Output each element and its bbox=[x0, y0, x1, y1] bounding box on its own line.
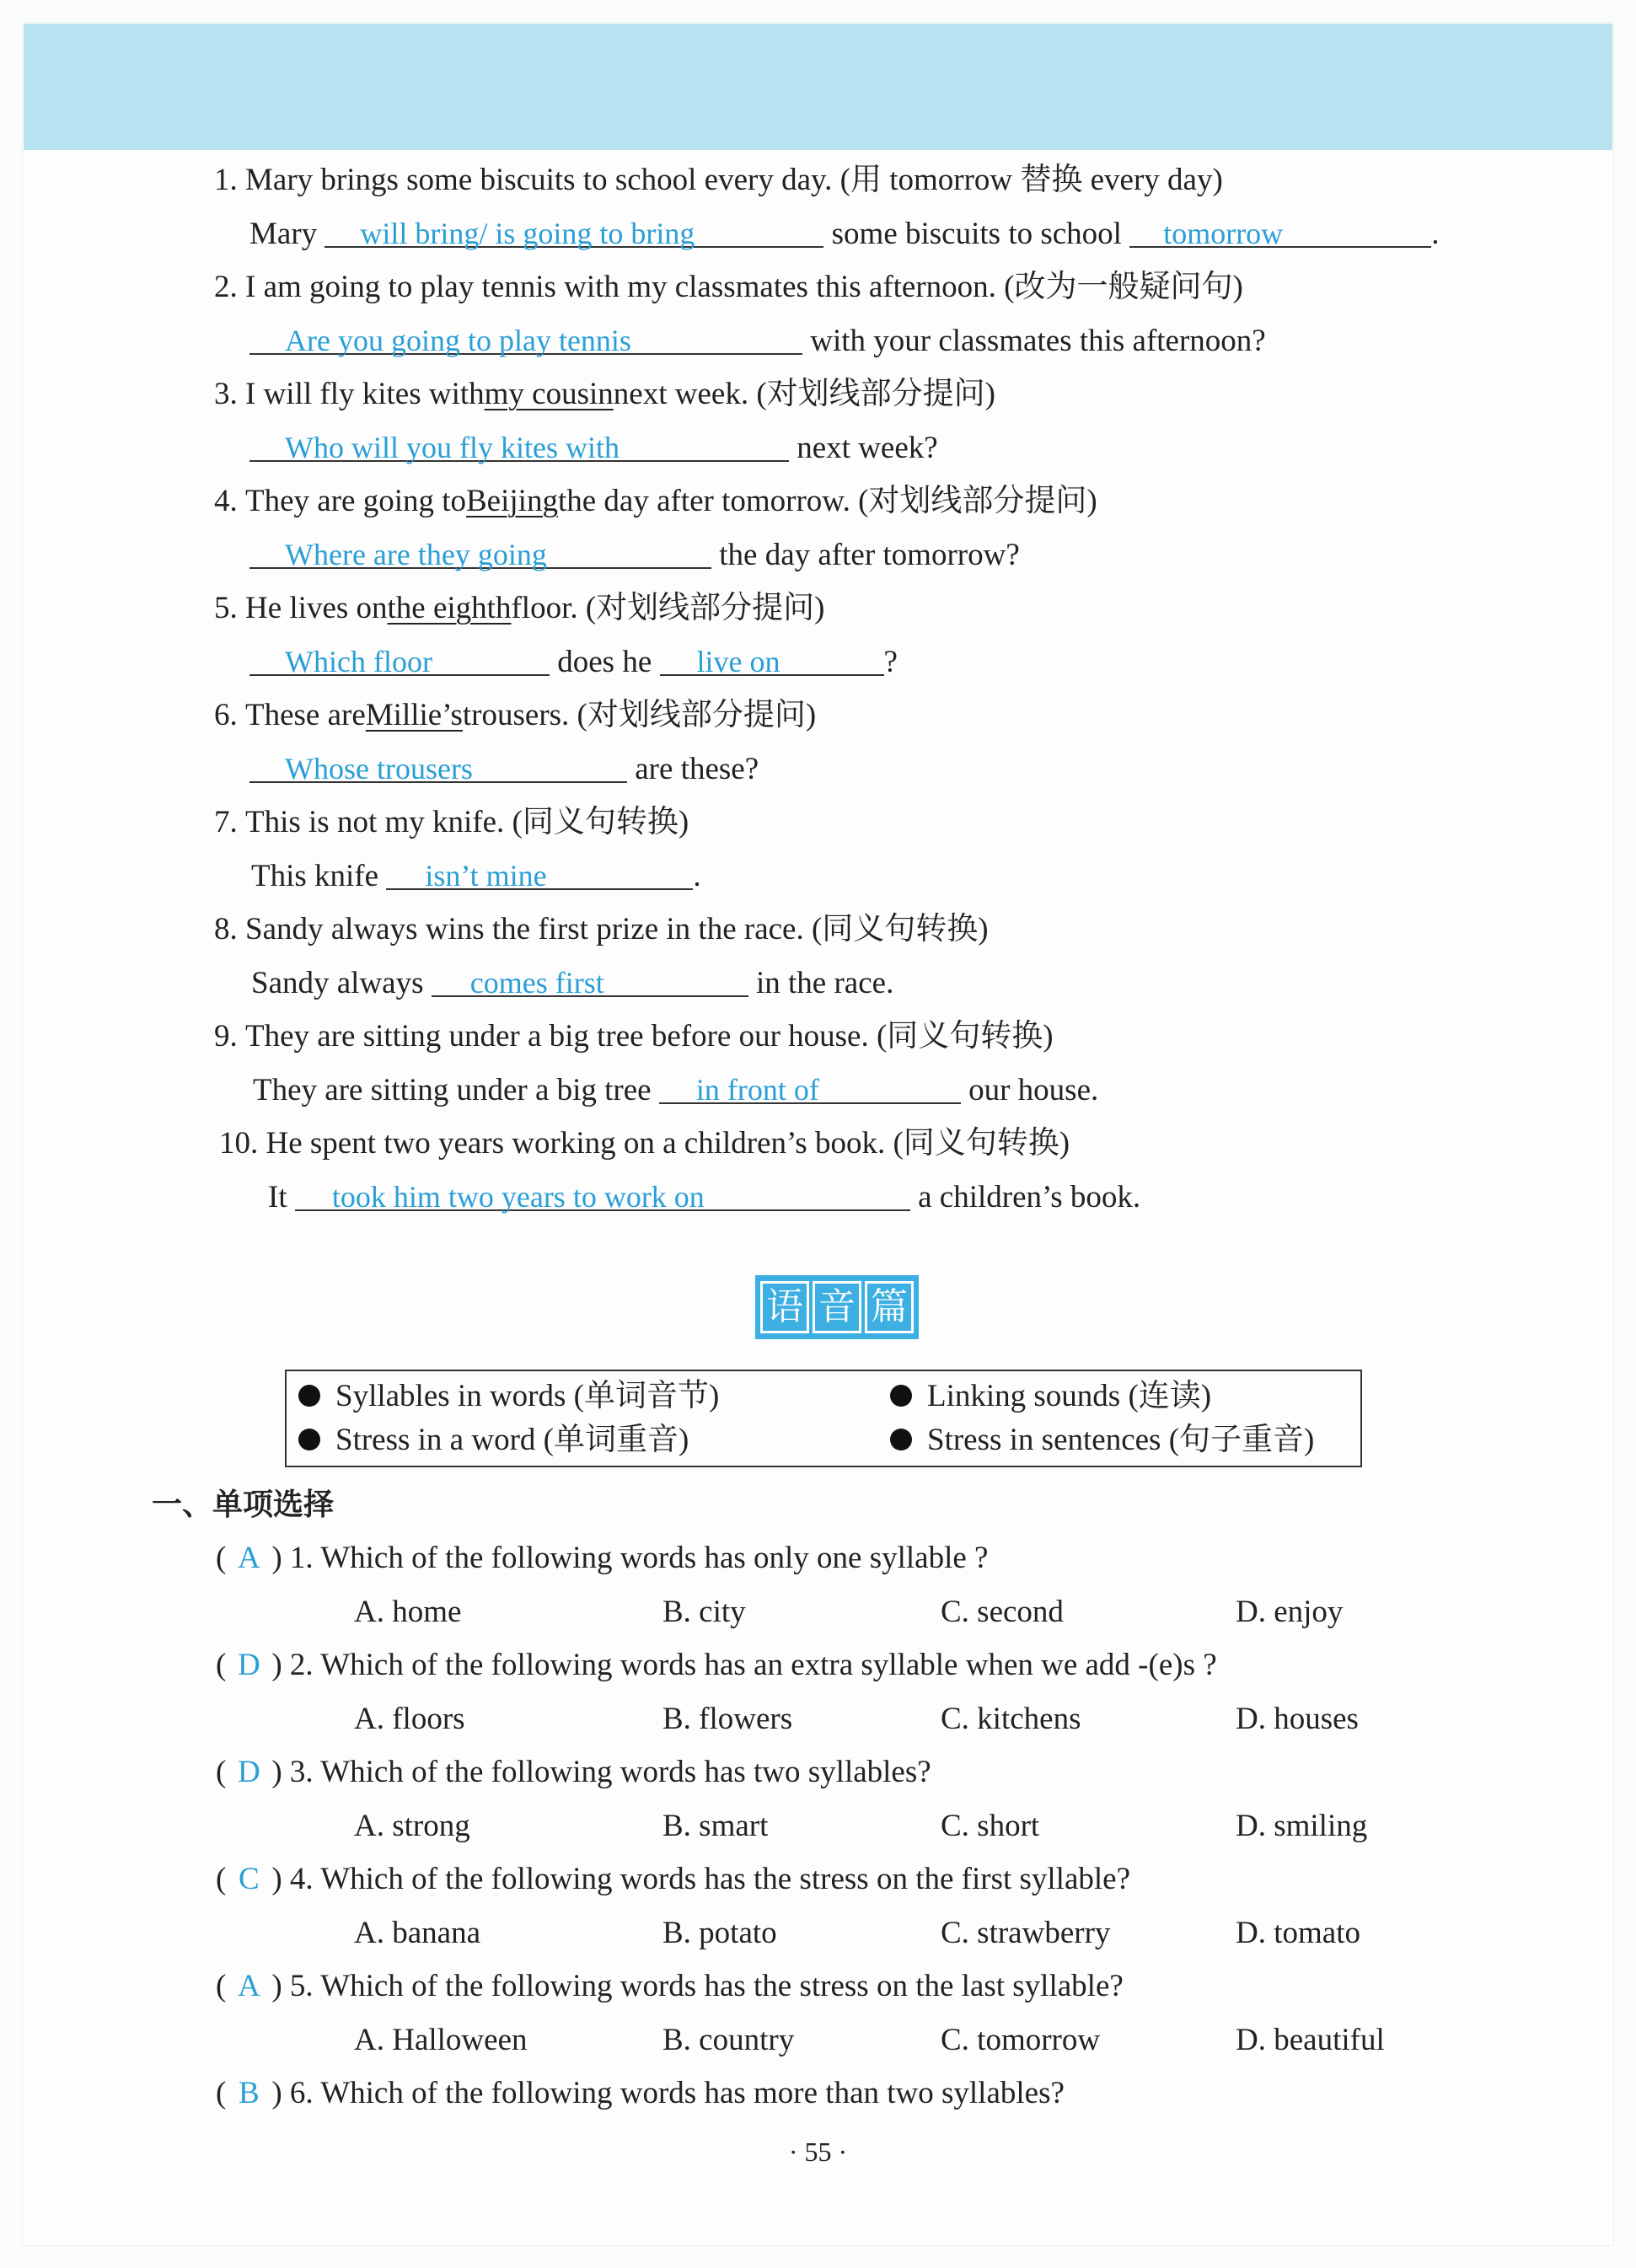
rewrite-answer-4 bbox=[249, 529, 1636, 582]
mcq-question-5: ( A ) 5. Which of the following words has the stress on the last syllable? bbox=[216, 1960, 1124, 2013]
item-number: 6. bbox=[214, 698, 238, 732]
header-band bbox=[24, 24, 1612, 150]
answer-blank[interactable]: took him two years to work on bbox=[295, 1172, 910, 1211]
topic-label: Stress in a word (单词重音) bbox=[335, 1423, 689, 1457]
option-c[interactable]: C. kitchens bbox=[941, 1702, 1081, 1736]
badge-char: 语 bbox=[760, 1281, 809, 1333]
answer-tail: a children’s book. bbox=[918, 1180, 1141, 1214]
option-d[interactable]: D. smiling bbox=[1236, 1809, 1368, 1843]
answer-choice[interactable]: D bbox=[237, 1648, 260, 1682]
mcq-question-4: ( C ) 4. Which of the following words has the stress on the first syllable? bbox=[216, 1853, 1130, 1906]
option-a[interactable]: A. Halloween bbox=[354, 2023, 528, 2057]
topic-item bbox=[298, 1418, 689, 1462]
rewrite-prompt-1 bbox=[214, 154, 1636, 206]
answer-tail: next week? bbox=[797, 431, 938, 465]
answer-lead: They are sitting under a big tree bbox=[253, 1073, 652, 1107]
option-d[interactable]: D. enjoy bbox=[1236, 1595, 1344, 1629]
answer-middle: some biscuits to school bbox=[831, 217, 1122, 251]
item-number: 5. bbox=[214, 591, 238, 625]
answer-blank[interactable]: tomorrow bbox=[1129, 209, 1431, 248]
mcq-question-3: ( D ) 3. Which of the following words has two syllables? bbox=[216, 1746, 931, 1799]
option-b[interactable]: B. country bbox=[662, 2023, 795, 2057]
option-a[interactable]: A. banana bbox=[354, 1916, 480, 1950]
mcq-question-2: ( D ) 2. Which of the following words has an extra syllable when we add -(e)s ? bbox=[216, 1639, 1217, 1692]
answer-tail: . bbox=[1431, 217, 1440, 251]
underlined-target: the eighth bbox=[387, 591, 512, 625]
prompt-text: These are bbox=[245, 698, 366, 732]
option-a[interactable]: A. strong bbox=[354, 1809, 470, 1843]
answer-tail: the day after tomorrow? bbox=[719, 538, 1020, 572]
answer-tail: are these? bbox=[635, 752, 759, 786]
rewrite-answer-10 bbox=[268, 1172, 1636, 1224]
rewrite-answer-7 bbox=[251, 850, 1636, 903]
rewrite-prompt-3 bbox=[214, 368, 1636, 421]
rewrite-prompt-8 bbox=[214, 903, 1636, 956]
option-b[interactable]: B. potato bbox=[662, 1916, 777, 1950]
mcq-question-1: ( A ) 1. Which of the following words has only one syllable ? bbox=[216, 1532, 988, 1584]
item-number: 3. bbox=[214, 377, 238, 411]
answer-choice[interactable]: A bbox=[237, 1541, 260, 1575]
prompt-text: trousers. (对划线部分提问) bbox=[462, 698, 817, 732]
option-a[interactable]: A. home bbox=[354, 1595, 462, 1629]
option-c[interactable]: C. strawberry bbox=[941, 1916, 1111, 1950]
topic-label: Syllables in words (单词音节) bbox=[335, 1379, 720, 1413]
option-d[interactable]: D. tomato bbox=[1236, 1916, 1360, 1950]
option-b[interactable]: B. city bbox=[662, 1595, 746, 1629]
prompt-text: Sandy always wins the first prize in the race. (同义句转换) bbox=[245, 912, 989, 946]
topics-box bbox=[285, 1370, 1362, 1467]
badge-char: 音 bbox=[813, 1281, 861, 1333]
underlined-target: my cousin bbox=[484, 377, 614, 411]
option-d[interactable]: D. houses bbox=[1236, 1702, 1359, 1736]
rewrite-answer-9 bbox=[253, 1064, 1636, 1117]
question-text: ) 6. Which of the following words has more than two syllables? bbox=[271, 2076, 1065, 2110]
topic-item bbox=[890, 1375, 1211, 1418]
answer-lead: Sandy always bbox=[251, 966, 424, 1000]
option-d[interactable]: D. beautiful bbox=[1236, 2023, 1385, 2057]
answer-lead: It bbox=[268, 1180, 287, 1214]
rewrite-prompt-7 bbox=[214, 796, 1636, 849]
rewrite-answer-3 bbox=[249, 422, 1636, 475]
rewrite-prompt-10 bbox=[219, 1118, 1636, 1170]
option-b[interactable]: B. smart bbox=[662, 1809, 769, 1843]
question-text: ) 5. Which of the following words has the stress on the last syllable? bbox=[271, 1969, 1124, 2003]
option-c[interactable]: C. tomorrow bbox=[941, 2023, 1101, 2057]
rewrite-prompt-4 bbox=[214, 475, 1636, 528]
item-number: 9. bbox=[214, 1019, 238, 1054]
topic-item bbox=[890, 1418, 1314, 1462]
answer-choice[interactable]: C bbox=[238, 1862, 260, 1896]
rewrite-prompt-2 bbox=[214, 261, 1636, 314]
question-text: ) 1. Which of the following words has only one syllable ? bbox=[271, 1541, 989, 1575]
prompt-text: They are going to bbox=[245, 484, 466, 518]
answer-lead: This knife bbox=[251, 859, 379, 893]
prompt-text: I will fly kites with bbox=[245, 377, 485, 411]
answer-blank[interactable]: in front of bbox=[659, 1065, 961, 1104]
rewrite-answer-1 bbox=[249, 208, 1636, 260]
answer-tail: ? bbox=[883, 645, 898, 679]
answer-blank[interactable]: comes first bbox=[432, 958, 748, 997]
rewrite-prompt-5 bbox=[214, 582, 1636, 635]
item-number: 8. bbox=[214, 912, 238, 946]
page-number: · 55 · bbox=[788, 2137, 848, 2167]
section-heading: 一、单项选择 bbox=[152, 1488, 335, 1522]
bullet-icon bbox=[298, 1429, 320, 1450]
underlined-target: Beijing bbox=[466, 484, 558, 518]
section-title-badge bbox=[755, 1275, 919, 1339]
item-number: 10. bbox=[219, 1126, 259, 1161]
prompt-text: This is not my knife. (同义句转换) bbox=[245, 805, 689, 839]
answer-tail: with your classmates this afternoon? bbox=[810, 324, 1266, 358]
answer-tail: our house. bbox=[968, 1073, 1099, 1107]
prompt-text: Mary brings some biscuits to school every day. (用 tomorrow 替换 every day) bbox=[245, 163, 1223, 197]
answer-blank[interactable]: Where are they going bbox=[249, 530, 711, 569]
answer-choice[interactable]: A bbox=[237, 1969, 260, 2003]
topic-label: Linking sounds (连读) bbox=[927, 1379, 1212, 1413]
answer-blank[interactable]: Whose trousers bbox=[249, 744, 627, 783]
rewrite-prompt-9 bbox=[214, 1011, 1636, 1063]
bullet-icon bbox=[890, 1429, 912, 1450]
answer-blank[interactable]: Are you going to play tennis bbox=[249, 316, 802, 355]
question-text: ) 2. Which of the following words has an extra syllable when we add -(e)s ? bbox=[271, 1648, 1217, 1682]
prompt-text: They are sitting under a big tree before our house. (同义句转换) bbox=[245, 1019, 1054, 1054]
answer-lead: Mary bbox=[249, 217, 318, 251]
bullet-icon bbox=[890, 1385, 912, 1407]
prompt-text: I am going to play tennis with my classmates this afternoon. (改为一般疑问句) bbox=[245, 270, 1243, 304]
mcq-question-6: ( B ) 6. Which of the following words has more than two syllables? bbox=[216, 2067, 1065, 2120]
item-number: 1. bbox=[214, 163, 238, 197]
topic-label: Stress in sentences (句子重音) bbox=[927, 1423, 1315, 1457]
topic-item bbox=[298, 1375, 719, 1418]
answer-tail: . bbox=[693, 859, 701, 893]
prompt-text: the day after tomorrow. (对划线部分提问) bbox=[557, 484, 1097, 518]
prompt-text: He spent two years working on a children’s book. (同义句转换) bbox=[266, 1126, 1070, 1161]
answer-blank[interactable]: will bring/ is going to bring bbox=[325, 209, 823, 248]
rewrite-answer-2 bbox=[249, 315, 1636, 367]
question-text: ) 3. Which of the following words has two syllables? bbox=[271, 1755, 931, 1789]
answer-blank[interactable]: Who will you fly kites with bbox=[249, 423, 789, 462]
option-b[interactable]: B. flowers bbox=[662, 1702, 793, 1736]
answer-blank[interactable]: isn’t mine bbox=[386, 851, 693, 890]
option-a[interactable]: A. floors bbox=[354, 1702, 465, 1736]
rewrite-answer-5 bbox=[249, 636, 1636, 689]
answer-blank[interactable]: live on bbox=[660, 637, 884, 676]
item-number: 4. bbox=[214, 484, 238, 518]
rewrite-prompt-6 bbox=[214, 689, 1636, 742]
rewrite-answer-6 bbox=[249, 743, 1636, 796]
underlined-target: Millie’s bbox=[365, 698, 463, 732]
answer-middle: does he bbox=[557, 645, 652, 679]
answer-choice[interactable]: D bbox=[237, 1755, 260, 1789]
option-c[interactable]: C. short bbox=[941, 1809, 1040, 1843]
badge-char: 篇 bbox=[865, 1281, 914, 1333]
prompt-text: floor. (对划线部分提问) bbox=[511, 591, 825, 625]
prompt-text: He lives on bbox=[245, 591, 388, 625]
item-number: 2. bbox=[214, 270, 238, 304]
option-c[interactable]: C. second bbox=[941, 1595, 1064, 1629]
rewrite-answer-8 bbox=[251, 957, 1636, 1010]
answer-blank[interactable]: Which floor bbox=[249, 637, 550, 676]
question-text: ) 4. Which of the following words has the stress on the first syllable? bbox=[271, 1862, 1131, 1896]
bullet-icon bbox=[298, 1385, 320, 1407]
answer-choice[interactable]: B bbox=[238, 2076, 260, 2110]
answer-tail: in the race. bbox=[756, 966, 894, 1000]
item-number: 7. bbox=[214, 805, 238, 839]
prompt-text: next week. (对划线部分提问) bbox=[613, 377, 995, 411]
